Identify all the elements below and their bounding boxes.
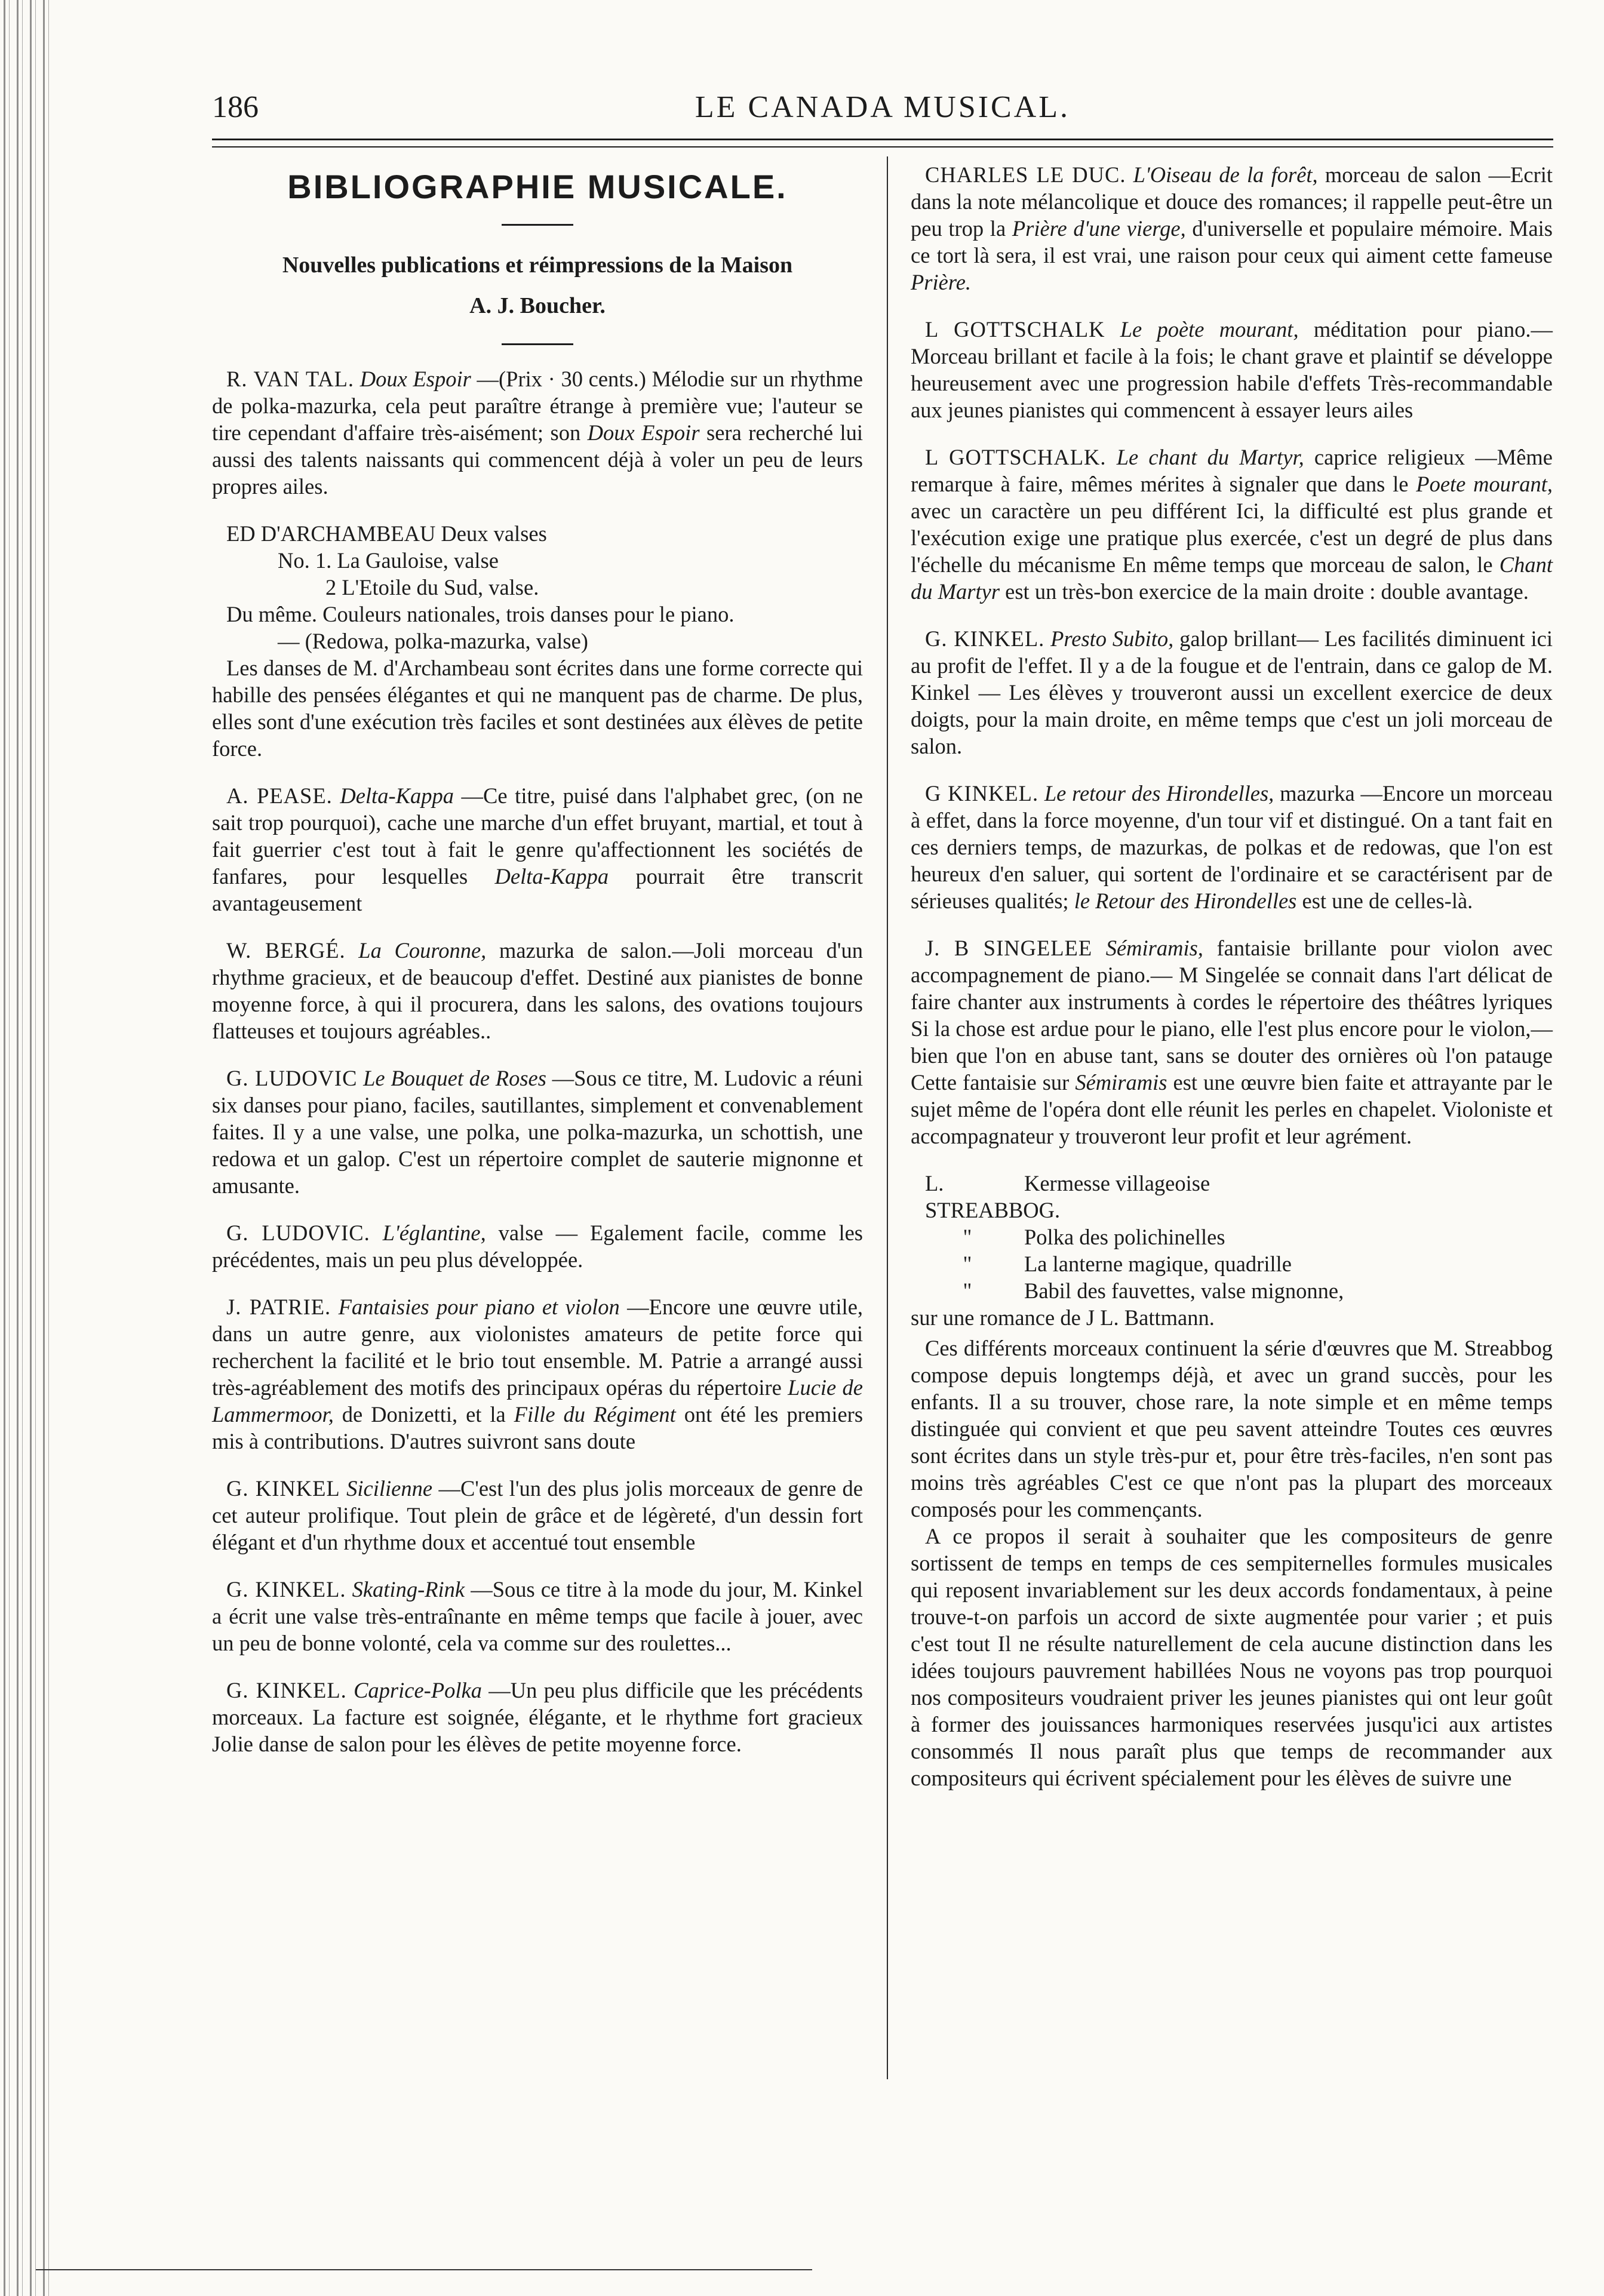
review-text: A ce propos il serait à souhaiter que les compositeurs de genre sortissent de temps en temps de ces sempiternelles formules musicales qui reposent invariablement sur les deux accords fondamentaux, à peine trouve-t-on parfois un accord de sixte augmentée pour varier ; et puis c'est tout Il ne résulte naturellement de cela aucune distinction dans les idées toujours pauvrement habillées Nous ne voyons pas trop pourquoi nos compositeurs voudraient priver les jeunes pianistes qui ont leur goût à former des jouissances harmoniques reservées jusqu'ici aux artistes consommés Il nous paraît plus que temps de recommander aux compositeurs qui écrivent spécialement pour les élèves de suivre une xyxy=(911,1524,1553,1790)
work-title: Lucie de Lammermoor, xyxy=(212,1375,864,1427)
review-text: sera recherché lui aussi des talents naissants qui commencent déjà à voler un peu de leurs propres ailes. xyxy=(212,420,864,499)
review-text: est un très-bon exercice de la main droite : double avantage. xyxy=(1005,579,1529,604)
page-number: 186 xyxy=(212,90,259,124)
work-title: Caprice-Polka xyxy=(354,1678,482,1702)
composer-name: L GOTTSCHALK xyxy=(925,317,1105,342)
review-entry xyxy=(911,780,1553,914)
work-title: Skating-Rink xyxy=(352,1577,465,1602)
bottom-rule xyxy=(36,2269,812,2270)
review-text: est une œuvre bien faite et attrayante par le sujet même de l'opéra dont elle réunit les perles en chapelet. Violoniste et accompagnateur y trouveront leur profit et leur agrément. xyxy=(911,1070,1553,1148)
ditto-mark: " xyxy=(963,1225,972,1249)
left-column xyxy=(212,161,863,1778)
work-title: L'églantine, xyxy=(382,1221,486,1245)
review-text: morceau de salon —Ecrit dans la note mélancolique et douce des romances; il rappelle peut-être un peu trop la xyxy=(911,162,1553,241)
work-title: Prière. xyxy=(911,270,972,294)
composer-name: CHARLES LE DUC. xyxy=(925,162,1126,187)
work-title: Sémiramis, xyxy=(1105,936,1203,960)
publisher-rule xyxy=(502,343,573,345)
work-title: Presto Subito, xyxy=(1050,626,1174,651)
review-text: —Encore une œuvre utile, dans un autre genre, aux violonistes amateurs de petite force qui recherchent la facilité et le brio tout ensemble. M. Patrie a arrangé aussi très-agréablement des motifs des principaux opéras du répertoire xyxy=(212,1295,864,1400)
work-title: Chant du Martyr xyxy=(911,552,1553,604)
page-binding-edge xyxy=(0,0,54,2296)
title-rule xyxy=(502,224,573,226)
review-text: Les danses de M. d'Archambeau sont écrites dans une forme correcte qui habille des pensées élégantes et qui ne manquent pas de charme. De plus, elles sont d'une exécution très faciles et sont destinées aux élèves de petite force. xyxy=(212,656,863,761)
review-entry xyxy=(212,1576,863,1656)
composer-name: G. LUDOVIC xyxy=(226,1066,358,1090)
composer-name: R. VAN TAL. xyxy=(226,367,355,391)
work-title: Le retour des Hirondelles, xyxy=(1044,781,1274,806)
review-entry xyxy=(212,520,863,762)
work-list xyxy=(911,1170,1553,1304)
composer-name: G. KINKEL. xyxy=(226,1577,346,1602)
review-text: fantaisie brillante pour violon avec accompagnement de piano.— M Singelée se connait dans l'art délicat de faire chanter aux instruments à cordes le répertoire des théâtres lyriques Si la chose est ardue pour le piano, elle l'est plus encore pour le violon,—bien que l'on en abuse tant, sans se douter des ornières où l'on patauge Cette fantaisie sur xyxy=(911,936,1553,1095)
work-title: Le poète mourant, xyxy=(1120,317,1299,342)
work-genre: valse xyxy=(453,548,499,573)
work-genre: trois danses pour le piano. xyxy=(506,602,735,626)
review-entry xyxy=(212,1219,863,1273)
review-entry xyxy=(911,625,1553,760)
work-title: Polka des polichinelles xyxy=(1024,1225,1225,1249)
page-header xyxy=(212,84,1553,131)
work-title: L'Etoile du Sud, xyxy=(342,575,484,600)
column-divider xyxy=(887,156,888,2079)
work-title: Doux Espoir xyxy=(587,420,700,445)
header-rule xyxy=(212,139,1553,147)
ditto-mark: " xyxy=(963,1252,972,1276)
review-entry xyxy=(212,1293,863,1455)
work-genre: valse mignonne, xyxy=(1200,1278,1344,1303)
work-title: Doux Espoir xyxy=(359,367,471,391)
composer-name: L GOTTSCHALK. xyxy=(925,445,1107,469)
work-title: La Couronne, xyxy=(358,938,487,963)
review-text: d'universelle et populaire mémoire. Mais ce tort là sera, il est vrai, une raison pour ceux qui aiment cette fameuse xyxy=(911,216,1553,268)
composer-name: J. B SINGELEE xyxy=(925,936,1093,960)
review-text: ont été les premiers mis à contributions. D'autres suivront sans doute xyxy=(212,1402,864,1453)
composer-name: W. BERGÉ. xyxy=(226,938,346,963)
work-title: Delta-Kappa xyxy=(340,783,454,808)
review-text: méditation pour piano.—Morceau brillant et facile à la fois; le chant grave et plaintif se développe heureusement avec une progression habile d'effets Très-recommandable aux jeunes pianistes qui commencent à essayer leurs ailes xyxy=(911,317,1553,422)
work-title: Deux valses xyxy=(441,521,547,546)
review-text: mazurka de salon.—Joli morceau d'un rhythme gracieux, et de beaucoup d'effet. Destiné aux pianistes de bonne moyenne force, à qui il procurera, dans les salons, des ovations toujours flatteuses et toujours agréables.. xyxy=(212,938,863,1043)
work-title: Le chant du Martyr, xyxy=(1116,445,1304,469)
review-entry xyxy=(911,161,1553,296)
work-title: La Gauloise, xyxy=(337,548,448,573)
work-title: Sicilienne xyxy=(346,1476,433,1501)
publisher-name: A. J. Boucher. xyxy=(469,293,606,318)
review-text: —(Prix · 30 cents.) Mélodie sur un rhythme de polka-mazurka, cela peut paraître étrange à première vue; l'auteur se tire cependant d'affaire très-aisément; son xyxy=(212,367,864,445)
review-text: caprice religieux —Même remarque à faire, mêmes mérites à signaler que dans le xyxy=(911,445,1553,496)
review-entry xyxy=(212,1475,863,1556)
review-entry xyxy=(911,444,1553,605)
review-text: mazurka —Encore un morceau à effet, dans la force moyenne, d'un tour vif et distingué. On a tant fait en ces derniers temps, de mazurkas, de polkas et de redowas, que l'on est heureux d'en saluer, qui sortent de l'ordinaire et se caractérisent par de sérieuses qualités; xyxy=(911,781,1553,913)
review-entry xyxy=(212,782,863,917)
ditto-mark: " xyxy=(963,1278,972,1303)
journal-title: LE CANADA MUSICAL. xyxy=(695,90,1071,124)
work-title: Fantaisies pour piano et violon xyxy=(338,1295,620,1319)
review-entry xyxy=(212,365,863,500)
review-entry xyxy=(212,1677,863,1757)
work-title: Couleurs nationales, xyxy=(322,602,501,626)
work-title: L'Oiseau de la forêt, xyxy=(1133,162,1318,187)
composer-name: A. PEASE. xyxy=(226,783,333,808)
review-entry xyxy=(911,316,1553,423)
review-text: avec un caractère un peu différent Ici, la difficulté est plus grande et l'exécution exige une pratique plus exercée, c'est un degré de plus dans l'échelle du mécanisme En même temps que morceau de salon, le xyxy=(911,499,1553,577)
composer-name: G. KINKEL. xyxy=(925,626,1045,651)
review-entry xyxy=(911,1170,1553,1331)
work-title: Babil des fauvettes, xyxy=(1024,1278,1196,1303)
work-title: Prière d'une vierge, xyxy=(1012,216,1186,241)
review-text: est une de celles-là. xyxy=(1302,889,1473,913)
work-title: le Retour des Hirondelles xyxy=(1074,889,1297,913)
review-text: de Donizetti, et la xyxy=(342,1402,506,1427)
work-title: Le Bouquet de Roses xyxy=(363,1066,546,1090)
work-title: Poete mourant, xyxy=(1416,472,1553,496)
work-genre: valse. xyxy=(488,575,539,600)
composer-name: G. LUDOVIC. xyxy=(226,1221,370,1245)
review-text: —C'est l'un des plus jolis morceaux de genre de cet auteur prolifique. Tout plein de grâce et de légèreté, d'un dessin fort élégant et d'un rhythme doux et accentué tout ensemble xyxy=(212,1476,864,1554)
review-text: Ces différents morceaux continuent la série d'œuvres que M. Streabbog compose depuis longtemps déjà, et avec un grand succès, pour les enfants. Il a su trouver, chose rare, la note simple et en même temps distinguée qui convient et que peu savent atteindre Toutes ces œuvres sont écrites dans un style très-pur et, pour être très-faciles, n'en sont pas moins très agréables C'est ce que n'ont pas la plupart des morceaux composés pour les commençants. xyxy=(911,1336,1553,1522)
composer-name: J. PATRIE. xyxy=(226,1295,331,1319)
work-number: No. 1. xyxy=(278,548,332,573)
composer-name: L. STREABBOG. xyxy=(925,1171,1061,1222)
composer-name: G KINKEL. xyxy=(925,781,1039,806)
review-entry xyxy=(212,1065,863,1199)
work-title: La lanterne magique, xyxy=(1024,1252,1209,1276)
review-text: pourrait être transcrit avantageusement xyxy=(212,864,864,915)
section-title: BIBLIOGRAPHIE MUSICALE. xyxy=(287,168,788,205)
work-detail: sur une romance de J L. Battmann. xyxy=(911,1305,1215,1330)
section-subtitle: Nouvelles publications et réimpressions de la Maison xyxy=(282,253,793,278)
work-detail: — (Redowa, polka-mazurka, valse) xyxy=(278,629,588,653)
composer-name: ED D'ARCHAMBEAU xyxy=(226,521,436,546)
composer-name: G. KINKEL. xyxy=(226,1678,347,1702)
review-text: —Sous ce titre à la mode du jour, M. Kinkel a écrit une valse très-entraînante en même temps que facile à jouer, avec un peu de bonne volonté, cela va comme sur des roulettes... xyxy=(212,1577,864,1655)
work-title: Sémiramis xyxy=(1075,1070,1167,1095)
work-title: Delta-Kappa xyxy=(494,864,609,889)
review-text: —Un peu plus difficile que les précédents morceaux. La facture est soignée, élégante, et le rhythme fort gracieux Jolie danse de salon pour les élèves de petite moyenne force. xyxy=(212,1678,864,1756)
review-text: —Ce titre, puisé dans l'alphabet grec, (on ne sait trop pourquoi), cache une marche d'un effet bruyant, martial, et tout à fait guerrier c'est tout à fait le genre qu'affectionnent les sociétés de fanfares, pour lesquelles xyxy=(212,783,863,889)
work-genre: quadrille xyxy=(1214,1252,1292,1276)
review-text: galop brillant— Les facilités diminuent ici au profit de l'effet. Il y a de la fougue et de l'entrain, dans ce galop de M. Kinkel — Les élèves y trouveront aussi un excellent exercice de deux doigts, pour la main droite, en même temps que c'est un joli morceau de salon. xyxy=(911,626,1553,758)
work-number: 2 xyxy=(325,575,337,600)
work-prefix: Du même. xyxy=(226,602,318,626)
work-title: Kermesse villageoise xyxy=(1024,1171,1210,1195)
review-entry xyxy=(911,935,1553,1149)
review-text: valse — Egalement facile, comme les précédentes, mais un peu plus développée. xyxy=(212,1221,863,1272)
review-entry xyxy=(212,937,863,1044)
composer-name: G. KINKEL xyxy=(226,1476,340,1501)
review-text: —Sous ce titre, M. Ludovic a réuni six danses pour piano, faciles, sautillantes, simplement et convenablement faites. Il y a une valse, une polka, une polka-mazurka, un schottish, une redowa et un galop. C'est un répertoire complet de sauterie mignonne et amusante. xyxy=(212,1066,864,1198)
work-title: Fille du Régiment xyxy=(514,1402,676,1427)
right-column xyxy=(911,161,1553,1791)
